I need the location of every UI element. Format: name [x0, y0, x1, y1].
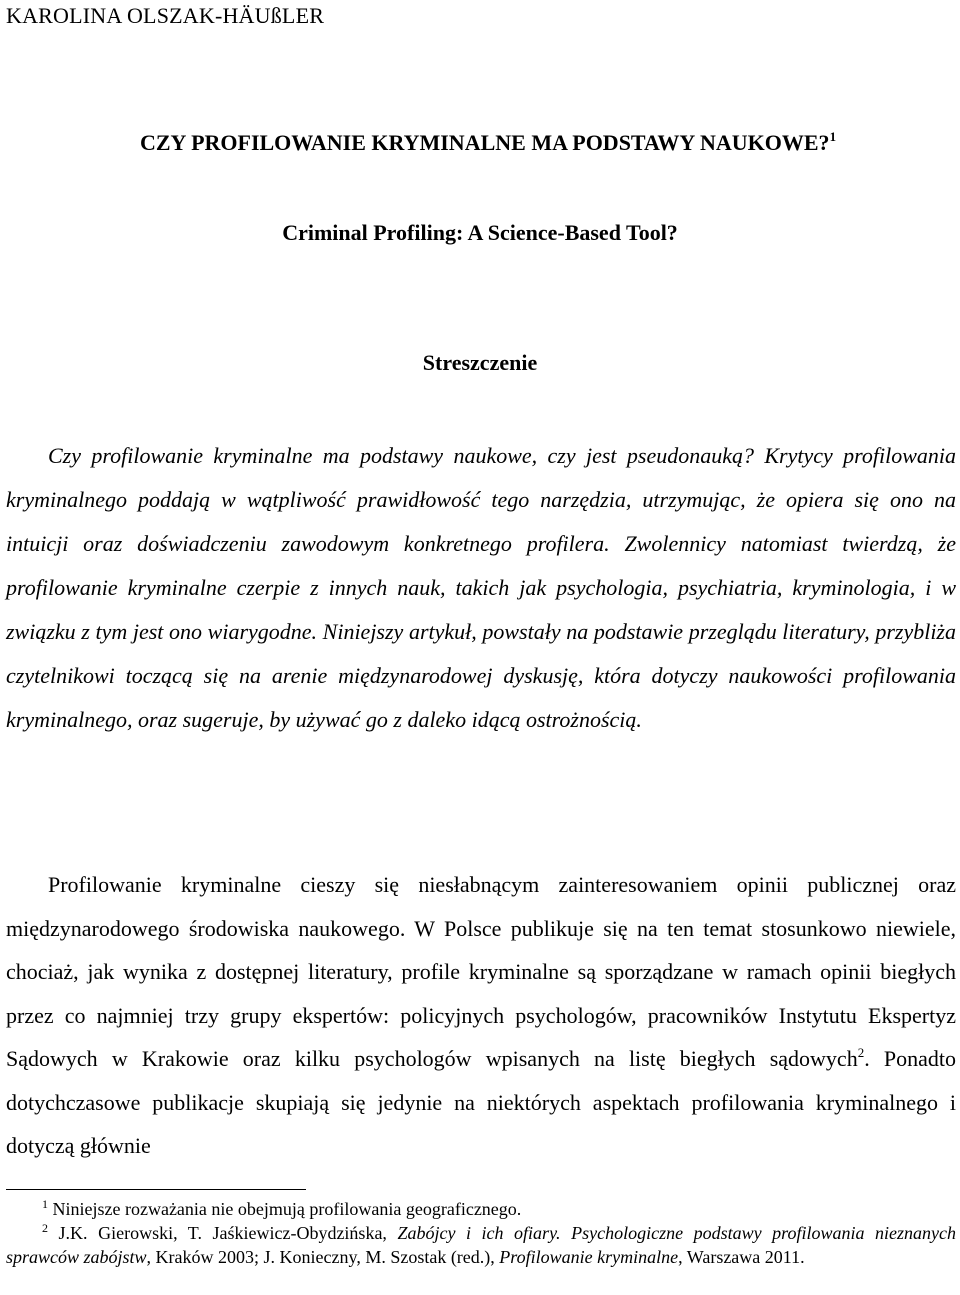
footnote-text: Niniejsze rozważania nie obejmują profilowania geograficznego. — [52, 1199, 522, 1219]
footnote-text: , Kraków 2003; J. Konieczny, M. Szostak (red.), — [146, 1247, 500, 1267]
footnotes — [6, 1197, 956, 1269]
footnote-text: , Warszawa 2011. — [678, 1247, 805, 1267]
footnote-ref-1: 1 — [829, 129, 837, 144]
body-text-part2: . Ponadto dotychczasowe publikacje skupiają się jedynie na niektórych aspektach profilowania kryminalnego i dotyczą głównie — [6, 1046, 956, 1158]
footnote-text: J.K. Gierowski, T. Jaśkiewicz-Obydzińska, — [58, 1223, 398, 1243]
body-paragraph — [6, 863, 956, 1168]
article-title-polish-text: CZY PROFILOWANIE KRYMINALNE MA PODSTAWY NAUKOWE? — [139, 130, 830, 155]
abstract-text: Czy profilowanie kryminalne ma podstawy naukowe, czy jest pseudonauką? Krytycy profilowania kryminalnego poddają w wątpliwość prawidłowość tego narzędzia, utrzymując, że opiera się ono na intuicji oraz doświadczeniu zawodowym konkretnego profilera. Zwolennicy natomiast twierdzą, że profilowanie kryminalne czerpie z innych nauk, takich jak psychologia, psychiatria, kryminologia, i w związku z tym jest ono wiarygodne. Niniejszy artykuł, powstały na podstawie przeglądu literatury, przybliża czytelnikowi toczącą się na arenie międzynarodowej dyskusję, która dotyczy naukowości profilowania kryminalnego, oraz sugeruje, by używać go z daleko idącą ostrożnością. — [6, 443, 956, 732]
author-name: KAROLINA OLSZAK-HÄUßLER — [6, 3, 325, 28]
footnote-ref-2: 2 — [857, 1045, 865, 1060]
footnote-book-title: Profilowanie kryminalne — [499, 1247, 679, 1267]
footnote-separator — [6, 1189, 306, 1190]
footnote-book-title: Zabójcy i ich ofiary. Psychologiczne podstawy profilowania nieznanych sprawców zabójstw — [6, 1223, 956, 1267]
footnote-number: 2 — [42, 1221, 48, 1235]
abstract-heading: Streszczenie — [422, 350, 538, 375]
article-title-polish — [0, 128, 960, 158]
article-title-english: Criminal Profiling: A Science-Based Tool? — [282, 220, 678, 245]
footnote-number: 1 — [42, 1197, 48, 1211]
body-text-part1: Profilowanie kryminalne cieszy się niesłabnącym zainteresowaniem opinii publicznej oraz międzynarodowego środowiska naukowego. W Polsce publikuje się na ten temat stosunkowo niewiele, chociaż, jak wynika z dostępnej literatury, profile kryminalne są sporządzane w ramach opinii biegłych przez co najmniej trzy grupy ekspertów: policyjnych psychologów, pracowników Instytutu Ekspertyz Sądowych w Krakowie oraz kilku psychologów wpisanych na listę biegłych sądowych — [6, 872, 956, 1071]
footnote-2 — [6, 1221, 956, 1269]
footnote-1 — [6, 1197, 956, 1221]
